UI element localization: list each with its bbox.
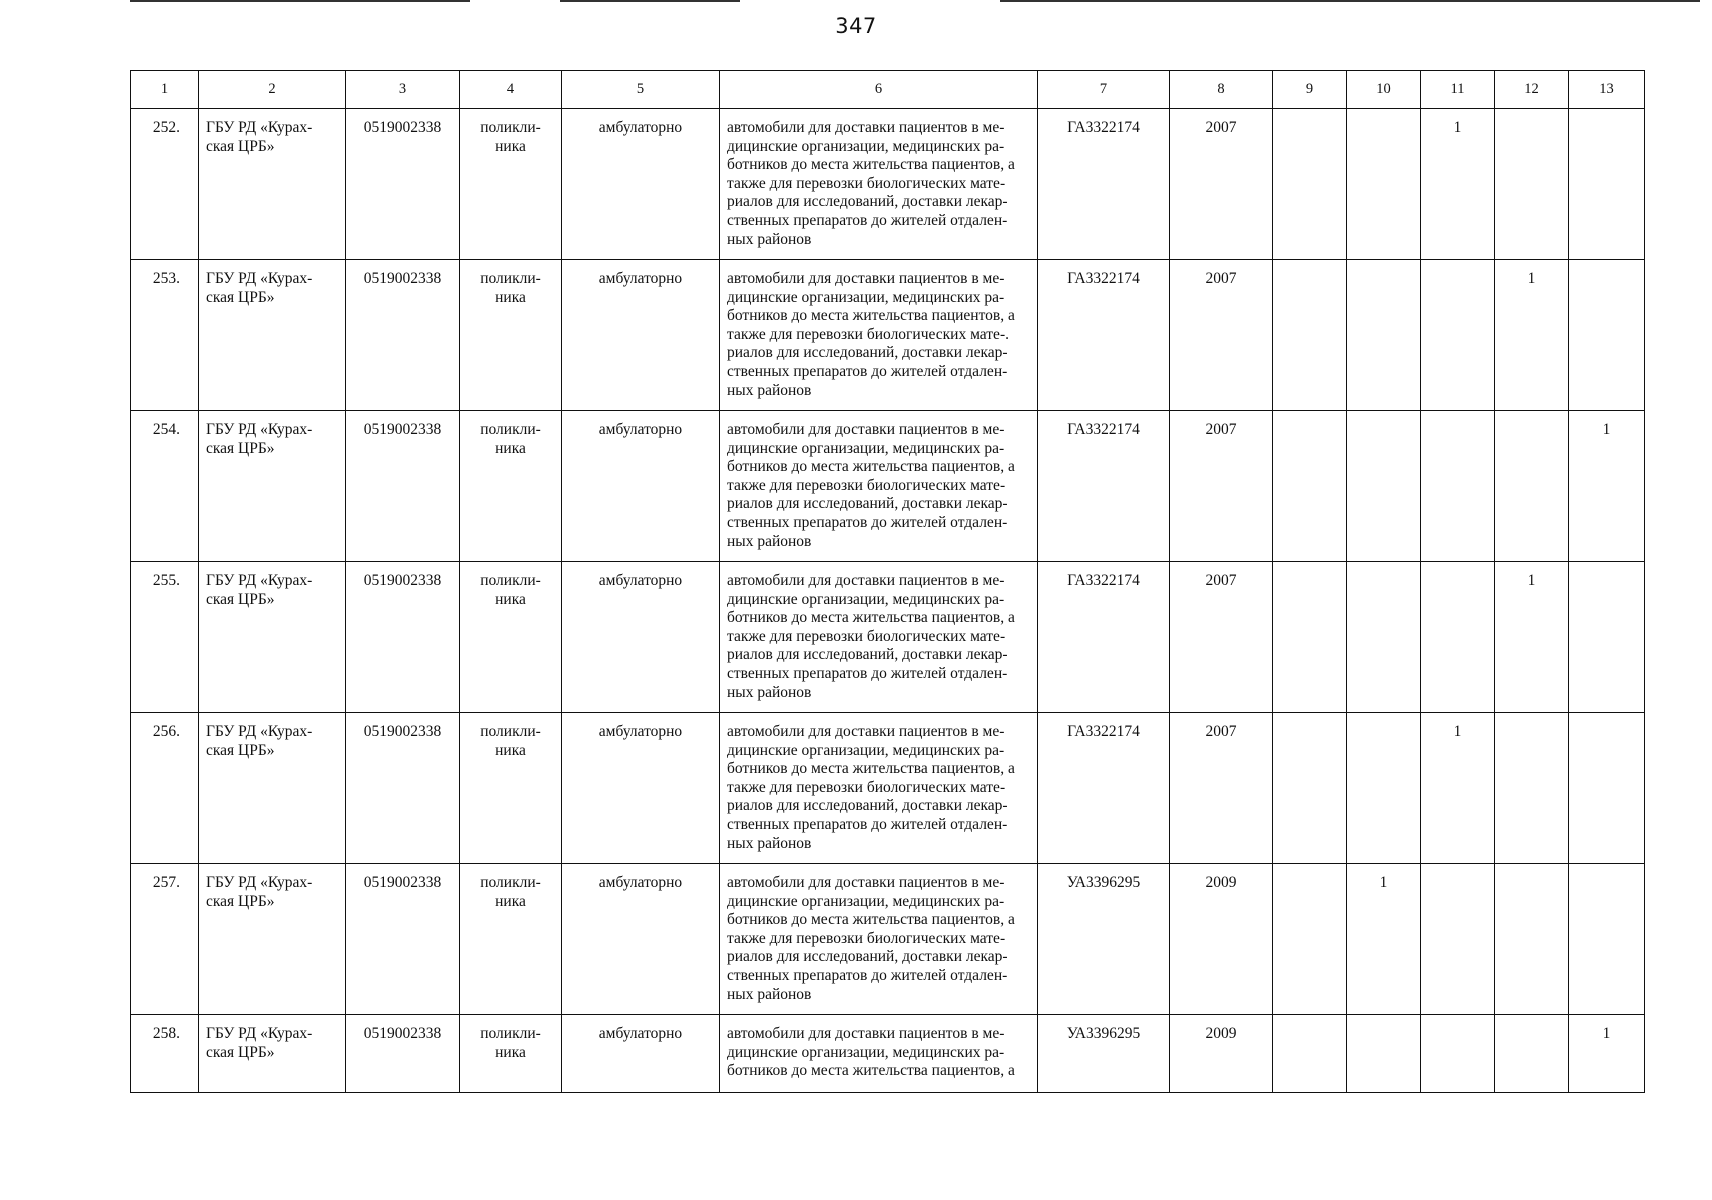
inn-code: 0519002338 bbox=[346, 713, 460, 864]
organization-line: ская ЦРБ» bbox=[206, 137, 275, 155]
organization-line: ГБУ РД «Курах- bbox=[206, 270, 313, 287]
inn-code: 0519002338 bbox=[346, 562, 460, 713]
organization-line: ГБУ РД «Курах- bbox=[206, 572, 313, 589]
purpose-line: ных районов bbox=[727, 683, 812, 701]
unit-line: ника bbox=[495, 439, 526, 457]
column-header-5: 5 bbox=[562, 71, 720, 109]
column-header-12: 12 bbox=[1495, 71, 1569, 109]
vehicle-purpose bbox=[720, 713, 1038, 864]
purpose-line: дицинские организации, медицинских ра- bbox=[727, 892, 1005, 910]
count-col-13 bbox=[1569, 864, 1645, 1015]
purpose-line: ботников до места жительства пациентов, а bbox=[727, 156, 1015, 174]
organization-line: ская ЦРБ» bbox=[206, 288, 275, 306]
service-mode: амбулаторно bbox=[562, 260, 720, 411]
purpose-line: ственных препаратов до жителей отдален- bbox=[727, 966, 1008, 984]
purpose-line: дицинские организации, медицинских ра- bbox=[727, 439, 1005, 457]
page-number: 347 bbox=[835, 14, 877, 38]
purpose-line: ных районов bbox=[727, 985, 812, 1003]
unit-type bbox=[460, 260, 562, 411]
count-col-13 bbox=[1569, 109, 1645, 260]
inn-code: 0519002338 bbox=[346, 411, 460, 562]
inn-code: 0519002338 bbox=[346, 109, 460, 260]
scan-edge-line bbox=[560, 0, 740, 2]
purpose-line: также для перевозки биологических мате- bbox=[727, 476, 1006, 494]
count-col-12 bbox=[1495, 109, 1569, 260]
count-col-13 bbox=[1569, 562, 1645, 713]
purpose-line: автомобили для доставки пациентов в ме- bbox=[727, 723, 1005, 740]
manufacture-year: 2007 bbox=[1170, 411, 1273, 562]
vehicle-model: ГА3322174 bbox=[1038, 562, 1170, 713]
count-col-9 bbox=[1273, 562, 1347, 713]
count-col-10 bbox=[1347, 411, 1421, 562]
vehicle-model: УА3396295 bbox=[1038, 1015, 1170, 1093]
column-header-6: 6 bbox=[720, 71, 1038, 109]
purpose-line: ных районов bbox=[727, 834, 812, 852]
organization-line: ская ЦРБ» bbox=[206, 1043, 275, 1061]
manufacture-year: 2009 bbox=[1170, 1015, 1273, 1093]
purpose-line: ственных препаратов до жителей отдален- bbox=[727, 211, 1008, 229]
inn-code: 0519002338 bbox=[346, 260, 460, 411]
organization-name bbox=[199, 1015, 346, 1093]
unit-line: ника bbox=[495, 137, 526, 155]
purpose-line: автомобили для доставки пациентов в ме- bbox=[727, 270, 1005, 287]
count-col-9 bbox=[1273, 864, 1347, 1015]
table-row bbox=[131, 562, 1645, 713]
purpose-line: ботников до места жительства пациентов, а bbox=[727, 1062, 1015, 1080]
table-row bbox=[131, 1015, 1645, 1093]
count-col-13: 1 bbox=[1569, 411, 1645, 562]
organization-name bbox=[199, 864, 346, 1015]
count-col-11 bbox=[1421, 260, 1495, 411]
column-header-7: 7 bbox=[1038, 71, 1170, 109]
organization-line: ская ЦРБ» bbox=[206, 439, 275, 457]
purpose-line: ственных препаратов до жителей отдален- bbox=[727, 664, 1008, 682]
vehicle-purpose bbox=[720, 411, 1038, 562]
count-col-12: 1 bbox=[1495, 260, 1569, 411]
row-number: 258. bbox=[131, 1015, 199, 1093]
purpose-line: ботников до места жительства пациентов, а bbox=[727, 609, 1015, 627]
purpose-line: также для перевозки биологических мате- bbox=[727, 778, 1006, 796]
unit-line: поликли- bbox=[480, 723, 541, 740]
purpose-line: ботников до места жительства пациентов, а bbox=[727, 911, 1015, 929]
manufacture-year: 2007 bbox=[1170, 713, 1273, 864]
count-col-13 bbox=[1569, 713, 1645, 864]
column-header-13: 13 bbox=[1569, 71, 1645, 109]
count-col-12 bbox=[1495, 1015, 1569, 1093]
column-header-8: 8 bbox=[1170, 71, 1273, 109]
unit-line: поликли- bbox=[480, 874, 541, 891]
count-col-9 bbox=[1273, 713, 1347, 864]
count-col-13 bbox=[1569, 260, 1645, 411]
purpose-line: автомобили для доставки пациентов в ме- bbox=[727, 572, 1005, 589]
row-number: 257. bbox=[131, 864, 199, 1015]
column-header-2: 2 bbox=[199, 71, 346, 109]
unit-line: ника bbox=[495, 741, 526, 759]
vehicle-register-table bbox=[130, 70, 1645, 1093]
service-mode: амбулаторно bbox=[562, 562, 720, 713]
table-row bbox=[131, 713, 1645, 864]
unit-type bbox=[460, 411, 562, 562]
purpose-line: также для перевозки биологических мате- bbox=[727, 929, 1006, 947]
purpose-line: риалов для исследований, доставки лекар- bbox=[727, 193, 1008, 211]
organization-name bbox=[199, 411, 346, 562]
vehicle-purpose bbox=[720, 562, 1038, 713]
table-row bbox=[131, 109, 1645, 260]
count-col-11: 1 bbox=[1421, 713, 1495, 864]
service-mode: амбулаторно bbox=[562, 411, 720, 562]
column-header-3: 3 bbox=[346, 71, 460, 109]
count-col-10 bbox=[1347, 1015, 1421, 1093]
count-col-10 bbox=[1347, 713, 1421, 864]
organization-name bbox=[199, 260, 346, 411]
count-col-9 bbox=[1273, 411, 1347, 562]
table-row bbox=[131, 260, 1645, 411]
unit-line: ника bbox=[495, 590, 526, 608]
row-number: 253. bbox=[131, 260, 199, 411]
manufacture-year: 2007 bbox=[1170, 109, 1273, 260]
purpose-line: ственных препаратов до жителей отдален- bbox=[727, 362, 1008, 380]
purpose-line: риалов для исследований, доставки лекар- bbox=[727, 495, 1008, 513]
vehicle-model: ГА3322174 bbox=[1038, 260, 1170, 411]
unit-line: поликли- bbox=[480, 421, 541, 438]
purpose-line: ных районов bbox=[727, 532, 812, 550]
unit-line: поликли- bbox=[480, 572, 541, 589]
vehicle-model: ГА3322174 bbox=[1038, 109, 1170, 260]
purpose-line: риалов для исследований, доставки лекар- bbox=[727, 344, 1008, 362]
count-col-13: 1 bbox=[1569, 1015, 1645, 1093]
vehicle-purpose bbox=[720, 1015, 1038, 1093]
purpose-line: также для перевозки биологических мате- bbox=[727, 627, 1006, 645]
organization-name bbox=[199, 713, 346, 864]
vehicle-model: УА3396295 bbox=[1038, 864, 1170, 1015]
organization-line: ГБУ РД «Курах- bbox=[206, 723, 313, 740]
unit-type bbox=[460, 864, 562, 1015]
purpose-line: риалов для исследований, доставки лекар- bbox=[727, 948, 1008, 966]
count-col-11 bbox=[1421, 1015, 1495, 1093]
count-col-10 bbox=[1347, 109, 1421, 260]
purpose-line: ботников до места жительства пациентов, а bbox=[727, 458, 1015, 476]
organization-line: ГБУ РД «Курах- bbox=[206, 421, 313, 438]
count-col-12 bbox=[1495, 864, 1569, 1015]
unit-type bbox=[460, 1015, 562, 1093]
count-col-9 bbox=[1273, 109, 1347, 260]
service-mode: амбулаторно bbox=[562, 109, 720, 260]
purpose-line: автомобили для доставки пациентов в ме- bbox=[727, 421, 1005, 438]
count-col-10 bbox=[1347, 260, 1421, 411]
vehicle-purpose bbox=[720, 109, 1038, 260]
purpose-line: ботников до места жительства пациентов, а bbox=[727, 760, 1015, 778]
column-header-4: 4 bbox=[460, 71, 562, 109]
purpose-line: автомобили для доставки пациентов в ме- bbox=[727, 1025, 1005, 1042]
row-number: 256. bbox=[131, 713, 199, 864]
vehicle-purpose bbox=[720, 260, 1038, 411]
count-col-9 bbox=[1273, 260, 1347, 411]
row-number: 255. bbox=[131, 562, 199, 713]
purpose-line: дицинские организации, медицинских ра- bbox=[727, 137, 1005, 155]
column-header-11: 11 bbox=[1421, 71, 1495, 109]
purpose-line: ственных препаратов до жителей отдален- bbox=[727, 815, 1008, 833]
organization-line: ская ЦРБ» bbox=[206, 741, 275, 759]
row-number: 254. bbox=[131, 411, 199, 562]
header-row bbox=[131, 71, 1645, 109]
purpose-line: ных районов bbox=[727, 230, 812, 248]
purpose-line: риалов для исследований, доставки лекар- bbox=[727, 646, 1008, 664]
organization-name bbox=[199, 109, 346, 260]
purpose-line: риалов для исследований, доставки лекар- bbox=[727, 797, 1008, 815]
vehicle-model: ГА3322174 bbox=[1038, 713, 1170, 864]
inn-code: 0519002338 bbox=[346, 1015, 460, 1093]
manufacture-year: 2009 bbox=[1170, 864, 1273, 1015]
purpose-line: ных районов bbox=[727, 381, 812, 399]
service-mode: амбулаторно bbox=[562, 713, 720, 864]
purpose-line: дицинские организации, медицинских ра- bbox=[727, 288, 1005, 306]
vehicle-purpose bbox=[720, 864, 1038, 1015]
unit-line: ника bbox=[495, 288, 526, 306]
purpose-line: дицинские организации, медицинских ра- bbox=[727, 1043, 1005, 1061]
column-header-9: 9 bbox=[1273, 71, 1347, 109]
column-header-10: 10 bbox=[1347, 71, 1421, 109]
inn-code: 0519002338 bbox=[346, 864, 460, 1015]
service-mode: амбулаторно bbox=[562, 864, 720, 1015]
unit-line: ника bbox=[495, 892, 526, 910]
purpose-line: автомобили для доставки пациентов в ме- bbox=[727, 119, 1005, 136]
count-col-12 bbox=[1495, 411, 1569, 562]
purpose-line: ственных препаратов до жителей отдален- bbox=[727, 513, 1008, 531]
row-number: 252. bbox=[131, 109, 199, 260]
count-col-11: 1 bbox=[1421, 109, 1495, 260]
vehicle-model: ГА3322174 bbox=[1038, 411, 1170, 562]
service-mode: амбулаторно bbox=[562, 1015, 720, 1093]
purpose-line: ботников до места жительства пациентов, а bbox=[727, 307, 1015, 325]
organization-name bbox=[199, 562, 346, 713]
scan-edge-line bbox=[130, 0, 470, 2]
count-col-10 bbox=[1347, 562, 1421, 713]
count-col-10: 1 bbox=[1347, 864, 1421, 1015]
count-col-9 bbox=[1273, 1015, 1347, 1093]
organization-line: ская ЦРБ» bbox=[206, 892, 275, 910]
purpose-line: также для перевозки биологических мате- bbox=[727, 174, 1006, 192]
unit-type bbox=[460, 713, 562, 864]
manufacture-year: 2007 bbox=[1170, 562, 1273, 713]
unit-type bbox=[460, 109, 562, 260]
organization-line: ГБУ РД «Курах- bbox=[206, 874, 313, 891]
count-col-11 bbox=[1421, 562, 1495, 713]
scan-edge-line bbox=[1000, 0, 1700, 2]
unit-line: ника bbox=[495, 1043, 526, 1061]
manufacture-year: 2007 bbox=[1170, 260, 1273, 411]
organization-line: ГБУ РД «Курах- bbox=[206, 119, 313, 136]
table-body bbox=[131, 109, 1645, 1093]
count-col-11 bbox=[1421, 864, 1495, 1015]
count-col-11 bbox=[1421, 411, 1495, 562]
organization-line: ская ЦРБ» bbox=[206, 590, 275, 608]
purpose-line: автомобили для доставки пациентов в ме- bbox=[727, 874, 1005, 891]
unit-line: поликли- bbox=[480, 270, 541, 287]
organization-line: ГБУ РД «Курах- bbox=[206, 1025, 313, 1042]
count-col-12 bbox=[1495, 713, 1569, 864]
purpose-line: дицинские организации, медицинских ра- bbox=[727, 741, 1005, 759]
unit-line: поликли- bbox=[480, 119, 541, 136]
table-row bbox=[131, 411, 1645, 562]
purpose-line: также для перевозки биологических мате-. bbox=[727, 325, 1009, 343]
count-col-12: 1 bbox=[1495, 562, 1569, 713]
column-header-1: 1 bbox=[131, 71, 199, 109]
purpose-line: дицинские организации, медицинских ра- bbox=[727, 590, 1005, 608]
unit-line: поликли- bbox=[480, 1025, 541, 1042]
unit-type bbox=[460, 562, 562, 713]
table-row bbox=[131, 864, 1645, 1015]
